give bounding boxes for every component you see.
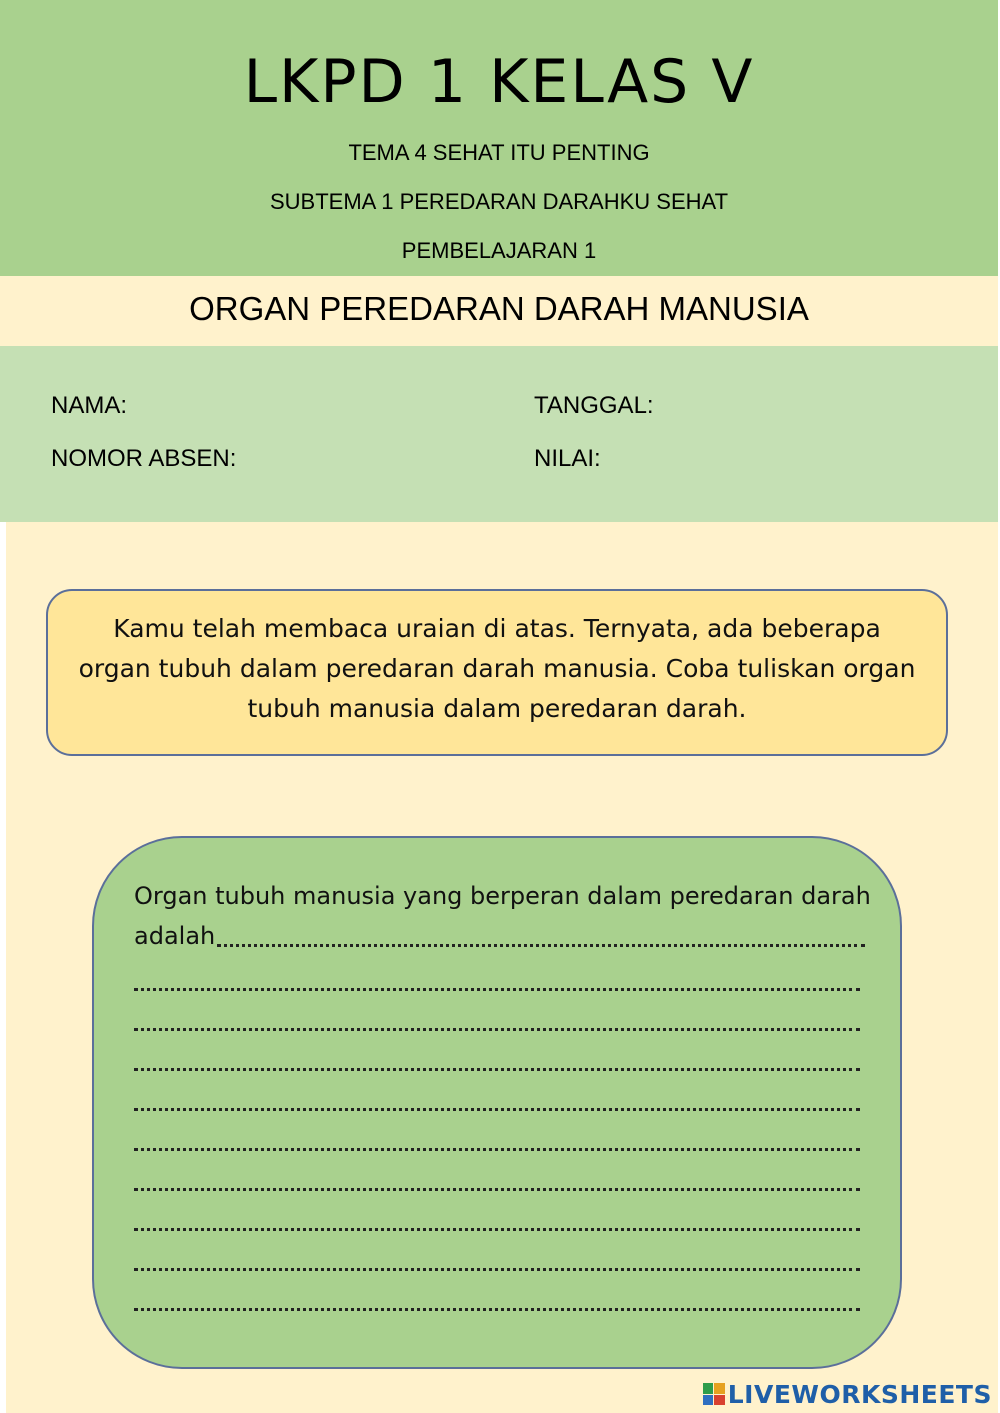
instruction-text: Kamu telah membaca uraian di atas. Ternyata, ada beberapa organ tubuh dalam peredaran darah manusia. Coba tuliskan organ tubuh manusia dalam peredaran darah. — [78, 614, 916, 723]
nomor-absen-label: NOMOR ABSEN: — [51, 445, 237, 472]
logo-square — [703, 1395, 714, 1406]
logo-square — [714, 1383, 725, 1394]
answer-prompt-line-2: adalah — [134, 922, 216, 950]
answer-line-8[interactable] — [134, 1228, 860, 1231]
liveworksheets-icon — [703, 1383, 725, 1405]
header-band — [0, 0, 998, 276]
answer-line-2[interactable] — [134, 988, 860, 991]
nilai-label: NILAI: — [534, 445, 601, 472]
student-info-band — [0, 346, 998, 522]
pembelajaran-line: PEMBELAJARAN 1 — [401, 238, 597, 263]
liveworksheets-logo — [703, 1378, 992, 1410]
logo-square — [703, 1383, 714, 1394]
answer-prompt — [134, 876, 874, 956]
answer-line-3[interactable] — [134, 1028, 860, 1031]
worksheet-subtitle: ORGAN PEREDARAN DARAH MANUSIA — [189, 290, 809, 327]
answer-line-4[interactable] — [134, 1068, 860, 1071]
liveworksheets-wordmark: LIVEWORKSHEETS — [727, 1379, 992, 1409]
page-title: LKPD 1 KELAS V — [243, 47, 755, 117]
subtema-line: SUBTEMA 1 PEREDARAN DARAHKU SEHAT — [269, 189, 729, 214]
nama-label: NAMA: — [51, 392, 128, 419]
tanggal-label: TANGGAL: — [534, 392, 654, 419]
answer-box — [92, 836, 902, 1369]
instruction-box — [46, 589, 948, 756]
tema-line: TEMA 4 SEHAT ITU PENTING — [348, 140, 650, 165]
answer-line-10[interactable] — [134, 1308, 860, 1311]
answer-line-6[interactable] — [134, 1148, 860, 1151]
subtitle-band — [0, 276, 998, 346]
answer-prompt-line-1: Organ tubuh manusia yang berperan dalam peredaran darah — [134, 882, 871, 910]
answer-line-9[interactable] — [134, 1268, 860, 1271]
logo-square — [714, 1395, 725, 1406]
answer-line-7[interactable] — [134, 1188, 860, 1191]
answer-line-1[interactable] — [217, 944, 865, 947]
answer-line-5[interactable] — [134, 1108, 860, 1111]
